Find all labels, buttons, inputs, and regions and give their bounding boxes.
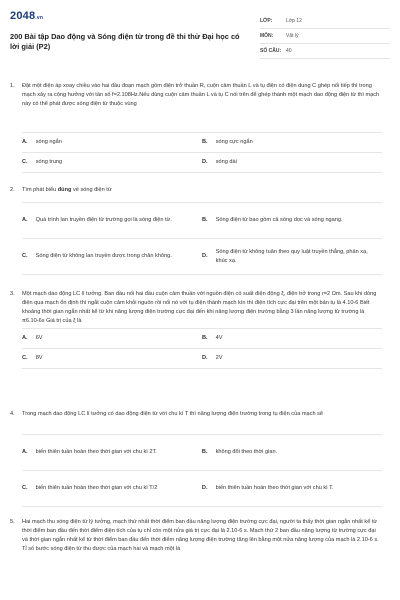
option-label: D. xyxy=(202,239,216,275)
question-number: 2. xyxy=(10,187,15,193)
question-number: 5. xyxy=(10,519,15,525)
option-label: B. xyxy=(202,203,216,239)
option-c[interactable]: Sóng điện từ không lan truyền được trong chân không. xyxy=(36,239,202,275)
option-b[interactable]: không đổi theo thời gian. xyxy=(216,435,382,471)
question-text: Một mạch dao động LC lí tưởng. Ban đầu nối hai đầu cuộn cảm thuần với nguồn điện có suất điện động ξ, điện trở trong r=2 Ωm. Sau khi dòng điện qua mạch ổn định thì ngắt cuộn cảm khỏi nguồn rồi nối nó với tụ điện thành mạch kín thì điện tích cực đại trên một bản tụ là 4.10-6 Biết khoảng thời gian ngắn nhất kể từ khi năng lượng điện trường cực đại đến khi năng lượng điện trường bằng 3 lần năng lượng từ trường là π6.10-6s Giá trị của ξ là xyxy=(22,291,377,324)
option-a[interactable]: sóng ngắn xyxy=(36,133,202,153)
option-label: A. xyxy=(22,329,36,349)
option-label: C. xyxy=(22,239,36,275)
option-b[interactable]: sóng cực ngắn xyxy=(216,133,382,153)
option-a[interactable]: Quá trình lan truyền điện từ trường gọi là sóng điện từ. xyxy=(36,203,202,239)
option-label: C. xyxy=(22,471,36,507)
option-label: D. xyxy=(202,153,216,173)
option-c[interactable]: sóng trung xyxy=(36,153,202,173)
meta-table xyxy=(260,14,390,59)
options-q1 xyxy=(22,132,382,173)
meta-row-subject xyxy=(260,29,390,44)
question-4 xyxy=(10,410,382,419)
question-text-part: Tìm phát biểu xyxy=(22,187,58,193)
option-label: B. xyxy=(202,329,216,349)
question-emphasis: đúng xyxy=(57,187,72,193)
meta-key: LỚP: xyxy=(260,18,273,24)
option-label: C. xyxy=(22,349,36,369)
question-2 xyxy=(10,186,382,195)
meta-key: MÔN: xyxy=(260,33,274,39)
question-3 xyxy=(10,290,382,326)
option-label: A. xyxy=(22,435,36,471)
logo-suffix: .vn xyxy=(35,15,44,21)
option-b[interactable]: Sóng điện từ bao gồm cả sóng dọc và sóng ngang. xyxy=(216,203,382,239)
option-label: D. xyxy=(202,471,216,507)
question-number: 1. xyxy=(10,83,15,89)
options-q3 xyxy=(22,328,382,369)
option-c[interactable]: biến thiên tuần hoàn theo thời gian với chu kì T/2 xyxy=(36,471,202,507)
option-label: C. xyxy=(22,153,36,173)
document-header xyxy=(10,10,390,64)
meta-value: Vật lý xyxy=(286,33,299,39)
question-number: 3. xyxy=(10,291,15,297)
option-label: B. xyxy=(202,133,216,153)
meta-key: SỐ CÂU: xyxy=(260,48,282,54)
question-text: Trong mạch dao động LC lí tưởng có dao động điện từ với chu kì T thì năng lượng điện trường trong tụ điện của mạch sẽ xyxy=(22,411,324,417)
question-text-part: về sóng điện từ xyxy=(71,187,112,193)
option-d[interactable]: biến thiên tuần hoàn theo thời gian với chu kì T. xyxy=(216,471,382,507)
logo-text: 2048 xyxy=(10,10,36,22)
option-label: B. xyxy=(202,435,216,471)
option-label: A. xyxy=(22,203,36,239)
options-q4 xyxy=(22,434,382,507)
option-d[interactable]: Sóng điện từ không tuân theo quy luật truyền thẳng, phản xạ, khúc xạ. xyxy=(216,239,382,275)
question-number: 4. xyxy=(10,411,15,417)
option-d[interactable]: sóng dài xyxy=(216,153,382,173)
option-a[interactable]: 6V xyxy=(36,329,202,349)
option-b[interactable]: 4V xyxy=(216,329,382,349)
meta-row-class xyxy=(260,14,390,29)
page-title: 200 Bài tập Dao động và Sóng điện từ trong đề thi thử Đại học có lời giải (P2) xyxy=(10,32,240,51)
meta-value: 40 xyxy=(286,48,292,54)
option-c[interactable]: 8V xyxy=(36,349,202,369)
question-text: Hai mạch thu sóng điện từ lý tưởng, mạch thứ nhất thời điểm ban đầu năng lượng điện trường cực đại, người ta thấy thời gian ngắn nhất kể từ thời điểm ban đầu đến thời điểm điện tích của tụ chỉ còn một nửa giá trị cực đại là 2.10-6 s. Mạch thứ 2 ban đầu năng lượng từ trường cực đại và thời gian ngắn nhất kể từ thời điểm ban đầu đến thời điểm năng lượng điện trường tăng lên bằng một nửa năng lượng của mạch là 2.10-6 s. Tỉ số bước sóng điện từ thu được của mạch hai và mạch một là xyxy=(22,519,379,552)
option-label: D. xyxy=(202,349,216,369)
question-text: Đặt một điện áp xoay chiều vào hai đầu đoạn mạch gồm điện trở thuần R, cuộn cảm thuần L và tụ điện có điện dung C ghép nối tiếp thì trong mạch xảy ra cộng hưởng với tần số f=2.108Hz.Nếu dùng cuộn cảm thuần L và tụ C nói trên để ghép thành một mạch dao động điện từ thì mạch này có thể phát được sóng điện từ thuộc vùng xyxy=(22,83,380,107)
question-text xyxy=(22,186,382,195)
option-a[interactable]: biến thiên tuần hoàn theo thời gian với chu kì 2T. xyxy=(36,435,202,471)
question-5 xyxy=(10,518,382,554)
question-1 xyxy=(10,82,382,109)
meta-row-count xyxy=(260,44,390,59)
site-logo[interactable] xyxy=(10,10,43,22)
option-d[interactable]: 2V xyxy=(216,349,382,369)
meta-value: Lớp 12 xyxy=(286,18,302,24)
option-label: A. xyxy=(22,133,36,153)
options-q2 xyxy=(22,202,382,275)
